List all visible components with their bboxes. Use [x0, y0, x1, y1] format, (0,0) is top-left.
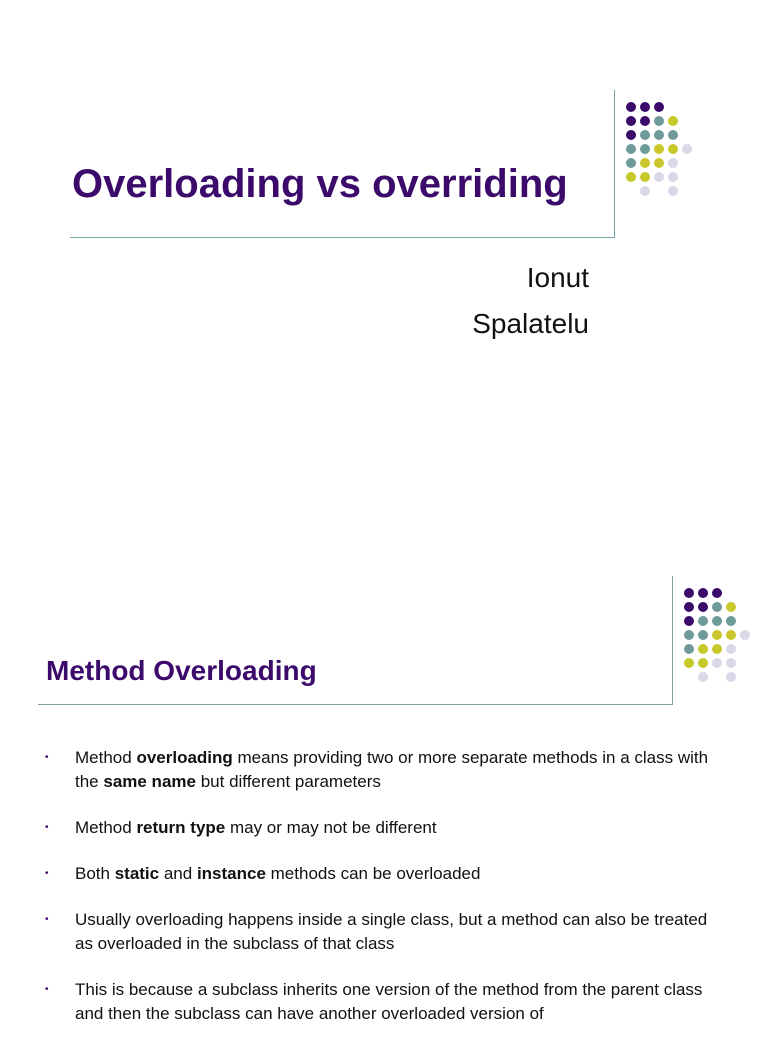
content-slide	[0, 560, 768, 1024]
decor-dot	[640, 186, 650, 196]
decor-dot	[726, 644, 736, 654]
decor-dot	[626, 144, 636, 154]
decor-dot	[668, 144, 678, 154]
decor-dot	[668, 116, 678, 126]
bullet-text: means providing two or more separate methods in a class with the	[75, 748, 709, 791]
bullet-marker-icon: •	[45, 914, 49, 925]
bullet-text: methods can be overloaded	[265, 864, 481, 883]
bullet-emphasis: return type	[136, 818, 226, 837]
decor-dot	[654, 158, 664, 168]
vertical-rule	[614, 90, 615, 237]
decor-dot	[726, 672, 736, 682]
decor-dot	[654, 102, 664, 112]
decor-dot	[682, 144, 692, 154]
decor-dot	[654, 116, 664, 126]
decor-dot	[726, 616, 736, 626]
decor-dot	[640, 102, 650, 112]
bullet-item	[38, 746, 718, 794]
bullet-emphasis: instance	[196, 864, 266, 883]
bullet-text: but different parameters	[195, 772, 381, 791]
decor-dot	[740, 630, 750, 640]
bullet-text: This is because a subclass inherits one version of the method from the parent class and then the subclass can have another overloaded version of	[75, 980, 703, 1023]
decor-dot	[640, 144, 650, 154]
decor-dot	[712, 644, 722, 654]
decor-dot	[668, 158, 678, 168]
decor-dot	[626, 102, 636, 112]
bullet-item	[38, 816, 718, 840]
decor-dot	[654, 144, 664, 154]
decor-dot	[668, 130, 678, 140]
decor-dot	[684, 616, 694, 626]
decor-dot	[712, 616, 722, 626]
decor-dot	[726, 658, 736, 668]
bullet-marker-icon: •	[45, 984, 49, 995]
decor-dot	[712, 602, 722, 612]
decor-dot	[668, 172, 678, 182]
decor-dot	[698, 588, 708, 598]
decor-dot	[626, 158, 636, 168]
decor-dot	[698, 630, 708, 640]
decor-dot	[726, 602, 736, 612]
bullet-marker-icon: •	[45, 868, 49, 879]
decor-dot	[640, 116, 650, 126]
decor-dot	[684, 644, 694, 654]
bullet-list	[38, 746, 718, 1048]
vertical-rule	[672, 576, 673, 704]
decor-dot	[712, 588, 722, 598]
bullet-item	[38, 862, 718, 886]
decor-dot	[726, 630, 736, 640]
bullet-text: Method	[75, 748, 137, 767]
decor-dot	[698, 672, 708, 682]
decor-dot	[698, 602, 708, 612]
bullet-text: and	[159, 864, 197, 883]
decor-dot	[698, 616, 708, 626]
author-last-name: Spalatelu	[472, 308, 589, 339]
title-underline	[70, 237, 615, 238]
bullet-text: Both	[75, 864, 115, 883]
decor-dot	[684, 602, 694, 612]
decor-dot	[626, 130, 636, 140]
title-underline	[38, 704, 673, 705]
decor-dot	[640, 130, 650, 140]
decor-dot	[712, 630, 722, 640]
bullet-emphasis: same name	[103, 772, 196, 791]
decor-dot	[626, 116, 636, 126]
decor-dot	[640, 172, 650, 182]
bullet-emphasis: static	[114, 864, 160, 883]
decor-dot	[698, 644, 708, 654]
decor-dot	[698, 658, 708, 668]
decor-dot	[684, 658, 694, 668]
bullet-marker-icon: •	[45, 822, 49, 833]
author-first-name: Ionut	[526, 262, 589, 293]
bullet-item	[38, 978, 718, 1026]
decor-dot	[684, 630, 694, 640]
decor-dot	[712, 658, 722, 668]
decor-dot	[640, 158, 650, 168]
slide-title: Method Overloading	[46, 655, 317, 686]
bullet-text: may or may not be different	[225, 818, 437, 837]
decor-dot	[626, 172, 636, 182]
slide-title: Overloading vs overriding	[72, 162, 568, 206]
decor-dot	[668, 186, 678, 196]
decor-dot	[654, 172, 664, 182]
bullet-item	[38, 908, 718, 956]
bullet-text: Method	[75, 818, 137, 837]
decor-dot	[684, 588, 694, 598]
decor-dot	[654, 130, 664, 140]
bullet-emphasis: overloading	[136, 748, 233, 767]
bullet-text: Usually overloading happens inside a single class, but a method can also be treated as overloaded in the subclass of that class	[75, 910, 708, 953]
bullet-marker-icon: •	[45, 752, 49, 763]
